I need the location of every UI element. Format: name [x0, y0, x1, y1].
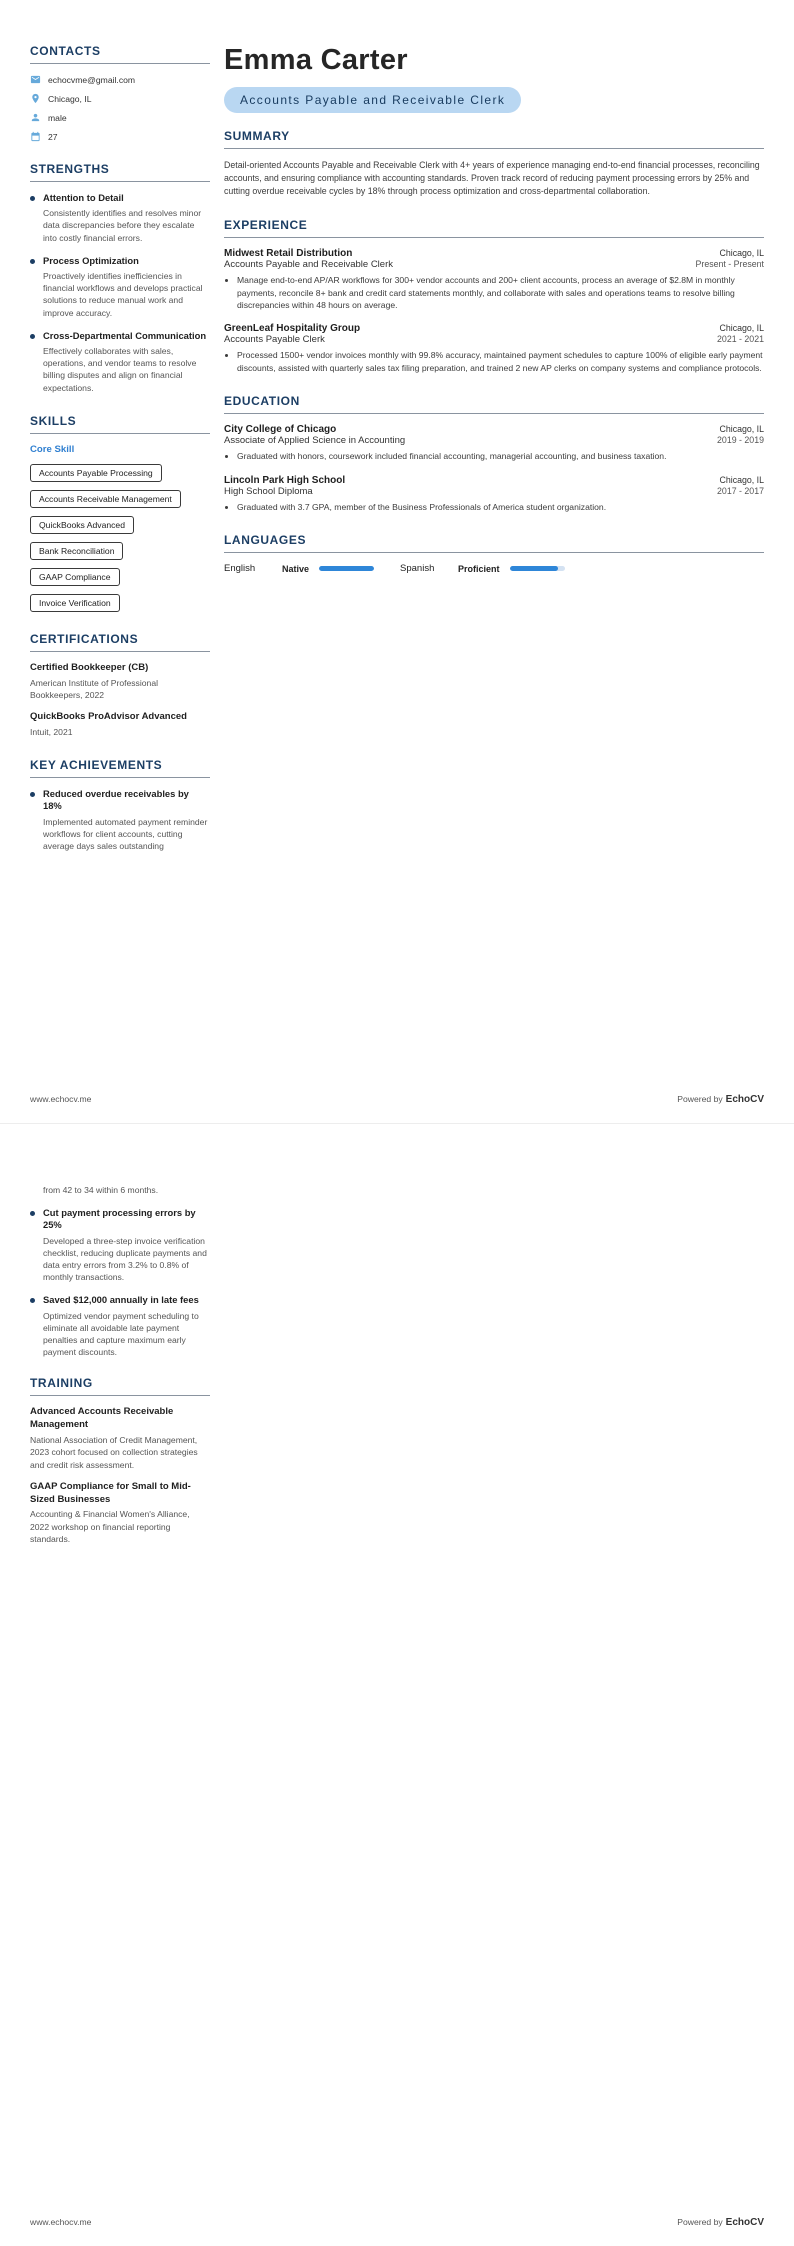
contacts-section — [30, 44, 210, 142]
skill-chip: Bank Reconciliation — [30, 542, 123, 560]
contact-age-text: 27 — [48, 131, 58, 142]
achievement-item — [30, 1207, 210, 1283]
summary-text: Detail-oriented Accounts Payable and Receivable Clerk with 4+ years of experience managing end-to-end financial processes, reconciling accounts, and ensuring compliance with accounting standards. Proven track record of reducing payment processing errors by 25% and cutting overdue receivable cycles by 18% through process optimization and cross-departmental collaboration. — [224, 160, 760, 197]
left-column — [30, 44, 210, 872]
certifications-heading: CERTIFICATIONS — [30, 632, 210, 652]
experience-section — [224, 218, 764, 374]
job-dates: Present - Present — [695, 259, 764, 270]
certification-issuer: American Institute of Professional Bookkeepers, 2022 — [30, 677, 159, 700]
bullet-dot-icon — [30, 1211, 35, 1216]
skills-section — [30, 414, 210, 612]
page-1-footer — [30, 1094, 764, 1105]
powered-by: Powered by EchoCV — [677, 1094, 764, 1105]
page-2-content — [0, 1124, 794, 1565]
contact-age-row — [30, 131, 210, 142]
skill-chip: GAAP Compliance — [30, 568, 120, 586]
strength-item — [30, 330, 210, 394]
training-heading: TRAINING — [30, 1376, 210, 1396]
experience-heading: EXPERIENCE — [224, 218, 764, 238]
training-description: Accounting & Financial Women's Alliance, 2022 workshop on financial reporting standards. — [30, 1509, 190, 1544]
languages-heading: LANGUAGES — [224, 533, 764, 553]
degree: High School Diploma — [224, 485, 313, 497]
training-title: Advanced Accounts Receivable Management — [30, 1406, 174, 1431]
experience-entry — [224, 323, 764, 374]
job-role: Accounts Payable Clerk — [224, 334, 325, 346]
contact-location-row — [30, 93, 210, 104]
page-1-content — [0, 0, 794, 872]
language-name: English — [224, 563, 256, 575]
education-bullet: • Graduated with 3.7 GPA, member of the Business Professionals of America student organization. — [237, 501, 764, 513]
contact-gender-row — [30, 112, 210, 123]
language-name: Spanish — [400, 563, 435, 575]
achievement-item — [30, 1294, 210, 1358]
echocv-brand: EchoCV — [725, 1094, 764, 1105]
certification-title: Certified Bookkeeper (CB) — [30, 661, 149, 673]
calendar-icon — [30, 131, 41, 142]
achievement-title: Saved $12,000 annually in late fees — [43, 1294, 199, 1306]
strength-description: Proactively identifies inefficiencies in financial workflows and develops practical solutions to reduce manual work and improve accuracy. — [43, 271, 203, 318]
achievement-item — [30, 788, 210, 852]
education-entry — [224, 424, 764, 462]
certifications-section — [30, 632, 210, 738]
language-proficiency-fill — [510, 566, 558, 571]
training-description: National Association of Credit Management, 2023 cohort focused on collection strategies and credit risk assessment. — [30, 1435, 198, 1470]
achievements-heading: KEY ACHIEVEMENTS — [30, 758, 210, 778]
education-section — [224, 394, 764, 513]
right-column — [224, 44, 764, 872]
page-2-footer — [30, 2217, 764, 2228]
language-item — [224, 563, 374, 574]
language-item — [400, 563, 565, 574]
company-location: Chicago, IL — [719, 248, 764, 259]
job-dates: 2021 - 2021 — [717, 334, 764, 345]
strength-title: Cross-Departmental Communication — [43, 329, 207, 341]
contact-gender-text: male — [48, 112, 67, 123]
footer-site-link[interactable]: www.echocv.me — [30, 1094, 92, 1104]
strength-title: Attention to Detail — [43, 192, 124, 203]
location-pin-icon — [30, 93, 41, 104]
strength-description: Effectively collaborates with sales, operations, and vendor teams to resolve billing disputes and align on financial expectations. — [43, 346, 197, 393]
contact-email-row — [30, 74, 210, 85]
summary-section — [224, 129, 764, 198]
skills-heading: SKILLS — [30, 414, 210, 434]
certification-issuer: Intuit, 2021 — [30, 726, 73, 737]
achievement-title: Cut payment processing errors by 25% — [43, 1207, 196, 1231]
skill-chip: QuickBooks Advanced — [30, 516, 134, 534]
school-location: Chicago, IL — [719, 474, 764, 485]
achievement-description: Optimized vendor payment scheduling to eliminate all avoidable late payment penalties and capture maximum early payment discounts. — [43, 1310, 199, 1358]
strength-item — [30, 255, 210, 319]
footer-site-link[interactable]: www.echocv.me — [30, 2217, 92, 2227]
echocv-brand: EchoCV — [725, 2217, 764, 2228]
bullet-dot-icon — [30, 259, 35, 264]
resume-page-2 — [0, 1123, 794, 2246]
training-section — [30, 1376, 210, 1544]
achievement-description-continued: from 42 to 34 within 6 months. — [43, 1185, 159, 1195]
bullet-dot-icon — [30, 196, 35, 201]
skill-chip: Invoice Verification — [30, 594, 120, 612]
achievement-title: Reduced overdue receivables by 18% — [43, 788, 189, 812]
strength-item — [30, 192, 210, 244]
company-name: GreenLeaf Hospitality Group — [224, 323, 361, 335]
skill-chip: Accounts Receivable Management — [30, 490, 181, 508]
language-proficiency-fill — [319, 566, 374, 571]
strength-description: Consistently identifies and resolves minor data discrepancies before they escalate into costly financial errors. — [43, 208, 202, 243]
certification-title: QuickBooks ProAdvisor Advanced — [30, 711, 187, 723]
contacts-heading: CONTACTS — [30, 44, 210, 64]
school-location: Chicago, IL — [719, 424, 764, 435]
job-bullet: • Manage end-to-end AP/AR workflows for 300+ vendor accounts and 200+ client accounts, process an average of $2.8M in monthly payments, reconcile 8+ bank and credit card statements monthly, and collaborate with sales and operations teams to resolve billing discrepancies within 48 hours on average. — [237, 274, 764, 311]
education-dates: 2017 - 2017 — [717, 485, 764, 496]
job-bullet: • Processed 1500+ vendor invoices monthly with 99.8% accuracy, maintained payment schedules to capture 100% of eligible early payment discounts, assisted with quarterly sales tax filing preparation, and trained 2 new AP clerks on company systems and compliance protocols. — [237, 349, 764, 374]
bullet-dot-icon — [30, 792, 35, 797]
school-name: Lincoln Park High School — [224, 474, 346, 486]
language-proficiency-bar — [510, 566, 565, 571]
school-name: City College of Chicago — [224, 424, 337, 436]
bullet-dot-icon — [30, 1298, 35, 1303]
company-location: Chicago, IL — [719, 323, 764, 334]
education-heading: EDUCATION — [224, 394, 764, 414]
skill-chip: Accounts Payable Processing — [30, 464, 162, 482]
training-title: GAAP Compliance for Small to Mid-Sized Businesses — [30, 1480, 191, 1505]
bullet-dot-icon — [30, 334, 35, 339]
contact-location-text: Chicago, IL — [48, 93, 92, 104]
language-level: Native — [282, 563, 310, 574]
company-name: Midwest Retail Distribution — [224, 248, 353, 260]
job-role: Accounts Payable and Receivable Clerk — [224, 259, 393, 271]
degree: Associate of Applied Science in Accounting — [224, 435, 406, 447]
strengths-heading: STRENGTHS — [30, 162, 210, 182]
candidate-name: Emma Carter — [224, 44, 408, 76]
person-icon — [30, 112, 41, 123]
language-level: Proficient — [458, 563, 500, 574]
skill-group-label: Core Skill — [30, 443, 75, 455]
education-dates: 2019 - 2019 — [717, 435, 764, 446]
language-proficiency-bar — [319, 566, 374, 571]
achievement-description: Implemented automated payment reminder workflows for client accounts, cutting average days sales outstanding — [43, 816, 208, 851]
languages-section — [224, 533, 764, 574]
left-column — [30, 1184, 210, 1565]
powered-by: Powered by EchoCV — [677, 2217, 764, 2228]
strengths-section — [30, 162, 210, 394]
right-column-empty — [224, 1184, 764, 1565]
education-entry — [224, 475, 764, 513]
achievements-section — [30, 758, 210, 852]
contact-email-text[interactable]: echocvme@gmail.com — [48, 74, 136, 85]
summary-heading: SUMMARY — [224, 129, 764, 149]
education-bullet: • Graduated with honors, coursework included financial accounting, managerial accounting, and business taxation. — [237, 450, 764, 462]
experience-entry — [224, 248, 764, 311]
email-icon — [30, 74, 41, 85]
strength-title: Process Optimization — [43, 254, 139, 266]
achievement-description: Developed a three-step invoice verification checklist, reducing duplicate payments and data entry errors from 3.2% to 0.8% of monthly transactions. — [43, 1235, 207, 1283]
job-title-badge: Accounts Payable and Receivable Clerk — [224, 87, 521, 113]
